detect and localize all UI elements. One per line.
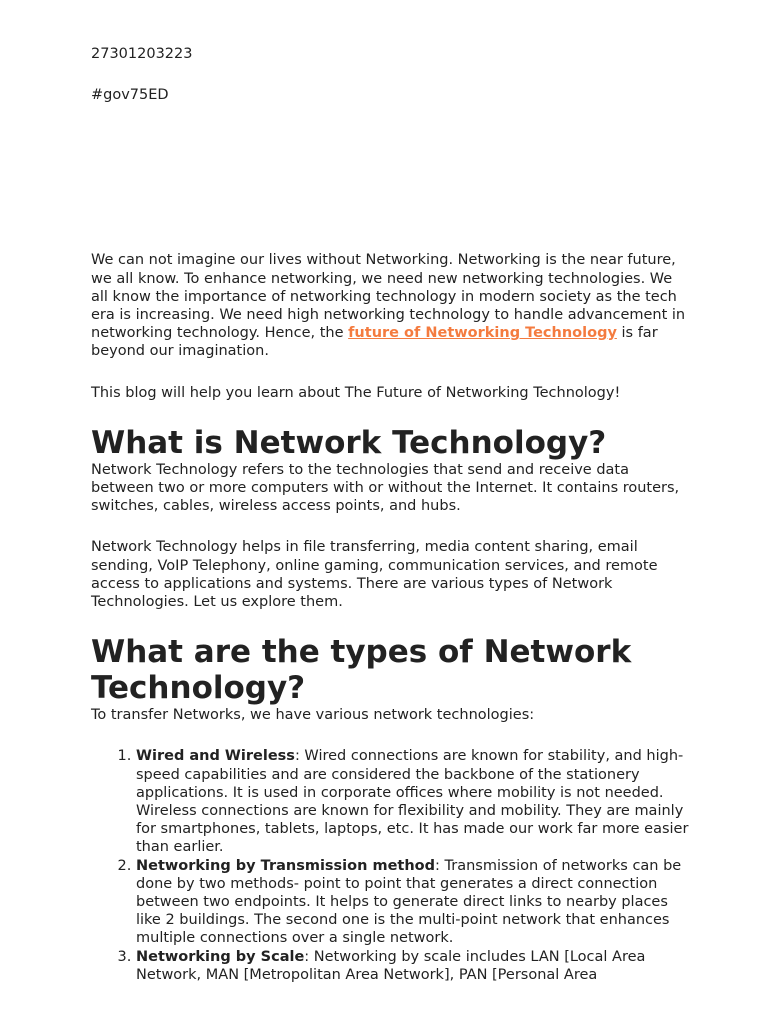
list-item xyxy=(136,948,691,984)
list-item-title: Wired and Wireless xyxy=(136,748,295,765)
section1-paragraph-2: Network Technology helps in file transferring, media content sharing, email sending, VoIP Telephony, online gaming, communication services, and remote access to applications and systems. There are various types of Network Technologies. Let us explore them. xyxy=(91,539,658,611)
list-item-text: : Wired connections are known for stability, and high-speed capabilities and are considered the backbone of the stationery applications. It is used in corporate offices where mobility is not needed. Wireless connections are known for flexibility and mobility. They are mainly for smartphones, tablets, laptops, etc. It has made our work far more easier than earlier. xyxy=(136,748,689,856)
list-item xyxy=(136,747,691,856)
list-item xyxy=(136,857,691,948)
list-item-title: Networking by Scale xyxy=(136,948,305,965)
list-item-text: : Networking by scale includes LAN [Local Area Network, MAN [Metropolitan Area Network], PAN [Personal Area xyxy=(136,948,646,983)
heading-what-is-network-technology: What is Network Technology? xyxy=(91,424,607,461)
blog-intro-line: This blog will help you learn about The Future of Networking Technology! xyxy=(91,384,621,401)
network-types-list xyxy=(91,747,691,984)
list-item-title: Networking by Transmission method xyxy=(136,857,436,874)
section2-intro: To transfer Networks, we have various network technologies: xyxy=(91,707,535,724)
article-page xyxy=(91,45,691,984)
intro-text-after-link: is far beyond our imagination. xyxy=(91,325,658,360)
future-of-networking-link[interactable]: future of Networking Technology xyxy=(348,325,617,342)
intro-paragraph xyxy=(91,251,691,360)
heading-types-of-network-technology: What are the types of Network Technology? xyxy=(91,634,632,707)
list-item-text: : Transmission of networks can be done by two methods- point to point that generates a direct connection between two endpoints. It helps to generate direct links to nearby places like 2 buildings. The second one is the multi-point network that enhances multiple connections over a single network. xyxy=(136,857,682,947)
intro-text-before-link: We can not imagine our lives without Networking. Networking is the near future, we all know. To enhance networking, we need new networking technologies. We all know the importance of networking technology in modern society as the tech era is increasing. We need high networking technology to handle advancement in networking technology. Hence, the xyxy=(91,252,686,342)
hashtag: #gov75ED xyxy=(91,87,169,104)
section1-paragraph-1: Network Technology refers to the technologies that send and receive data between two or more computers with or without the Internet. It contains routers, switches, cables, wireless access points, and hubs. xyxy=(91,461,680,515)
document-id: 27301203223 xyxy=(91,46,193,62)
